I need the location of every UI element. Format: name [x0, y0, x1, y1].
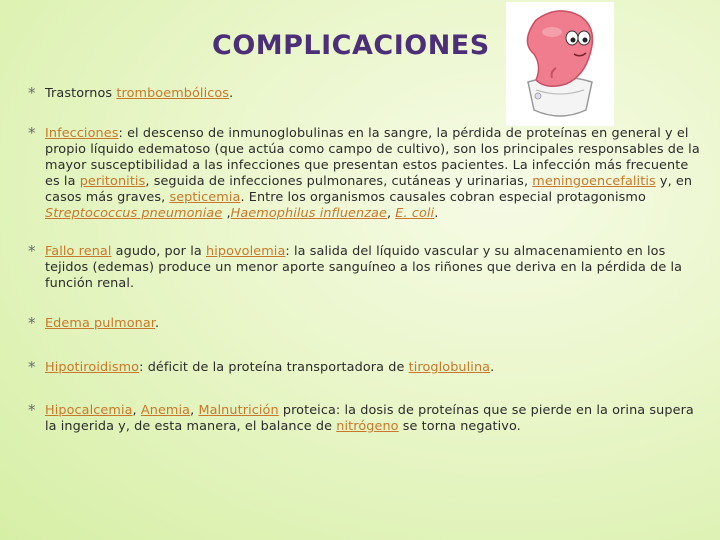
- link-hipovolemia[interactable]: hipovolemia: [205, 244, 286, 259]
- link-tiroglobulina[interactable]: tiroglobulina: [408, 360, 491, 375]
- link-tromboembolicos[interactable]: tromboembólicos: [116, 86, 230, 101]
- list-item: * Edema pulmonar.: [28, 314, 160, 332]
- link-fallo-renal[interactable]: Fallo renal: [45, 244, 112, 259]
- bullet-list: [28, 86, 700, 435]
- list-item: * Fallo renal agudo, por la hipovolemia: la salida del líquido vascular y su almacenamiento en los tejidos (edemas) produce un menor aporte sanguíneo a los riñones que deriva en la pérdida de la función renal.: [28, 242, 683, 291]
- link-infecciones[interactable]: Infecciones: [45, 126, 119, 141]
- page-title: COMPLICACIONES: [212, 30, 490, 61]
- link-meningoencefalitis[interactable]: meningoencefalitis: [532, 174, 656, 189]
- bullet-star: *: [28, 242, 36, 260]
- link-hipocalcemia[interactable]: Hipocalcemia: [45, 403, 133, 418]
- link-anemia[interactable]: Anemia: [140, 403, 191, 418]
- link-streptococcus[interactable]: Streptococcus pneumoniae: [45, 206, 223, 221]
- bullet-star: *: [28, 358, 36, 376]
- list-item: * Hipocalcemia, Anemia, Malnutrición proteica: la dosis de proteínas que se pierde en la orina supera la ingerida y, de esta manera, el balance de nitrógeno se torna negativo.: [28, 401, 694, 434]
- link-nitrogeno[interactable]: nitrógeno: [336, 419, 399, 434]
- bullet-star: *: [28, 401, 36, 419]
- link-peritonitis[interactable]: peritonitis: [79, 174, 146, 189]
- bullet-star: *: [28, 124, 36, 142]
- link-edema-pulmonar[interactable]: Edema pulmonar: [45, 316, 155, 331]
- link-haemophilus[interactable]: Haemophilus influenzae: [230, 206, 387, 221]
- link-malnutricion[interactable]: Malnutrición: [198, 403, 279, 418]
- list-item: * Trastornos tromboembólicos.: [28, 84, 234, 102]
- link-hipotiroidismo[interactable]: Hipotiroidismo: [45, 360, 140, 375]
- list-item: * Hipotiroidismo: déficit de la proteína transportadora de tiroglobulina.: [28, 358, 495, 376]
- bullet-star: *: [28, 314, 36, 332]
- link-septicemia[interactable]: septicemia: [169, 190, 241, 205]
- bullet-star: *: [28, 84, 36, 102]
- link-ecoli[interactable]: E. coli: [395, 206, 435, 221]
- list-item: * Infecciones: el descenso de inmunoglobulinas en la sangre, la pérdida de proteínas en general y el propio líquido edematoso (que actúa como campo de cultivo), son los principales responsables de la mayor susceptibilidad a las infecciones que presentan estos pacientes. La infección más frecuente es la peritonitis, seguida de infecciones pulmonares, cutáneas y urinarias, meningoencefalitis y, en casos más graves, septicemia. Entre los organismos causales cobran especial protagonismo Streptococcus pneumoniae ,Haemophilus influenzae, E. coli.: [28, 124, 700, 221]
